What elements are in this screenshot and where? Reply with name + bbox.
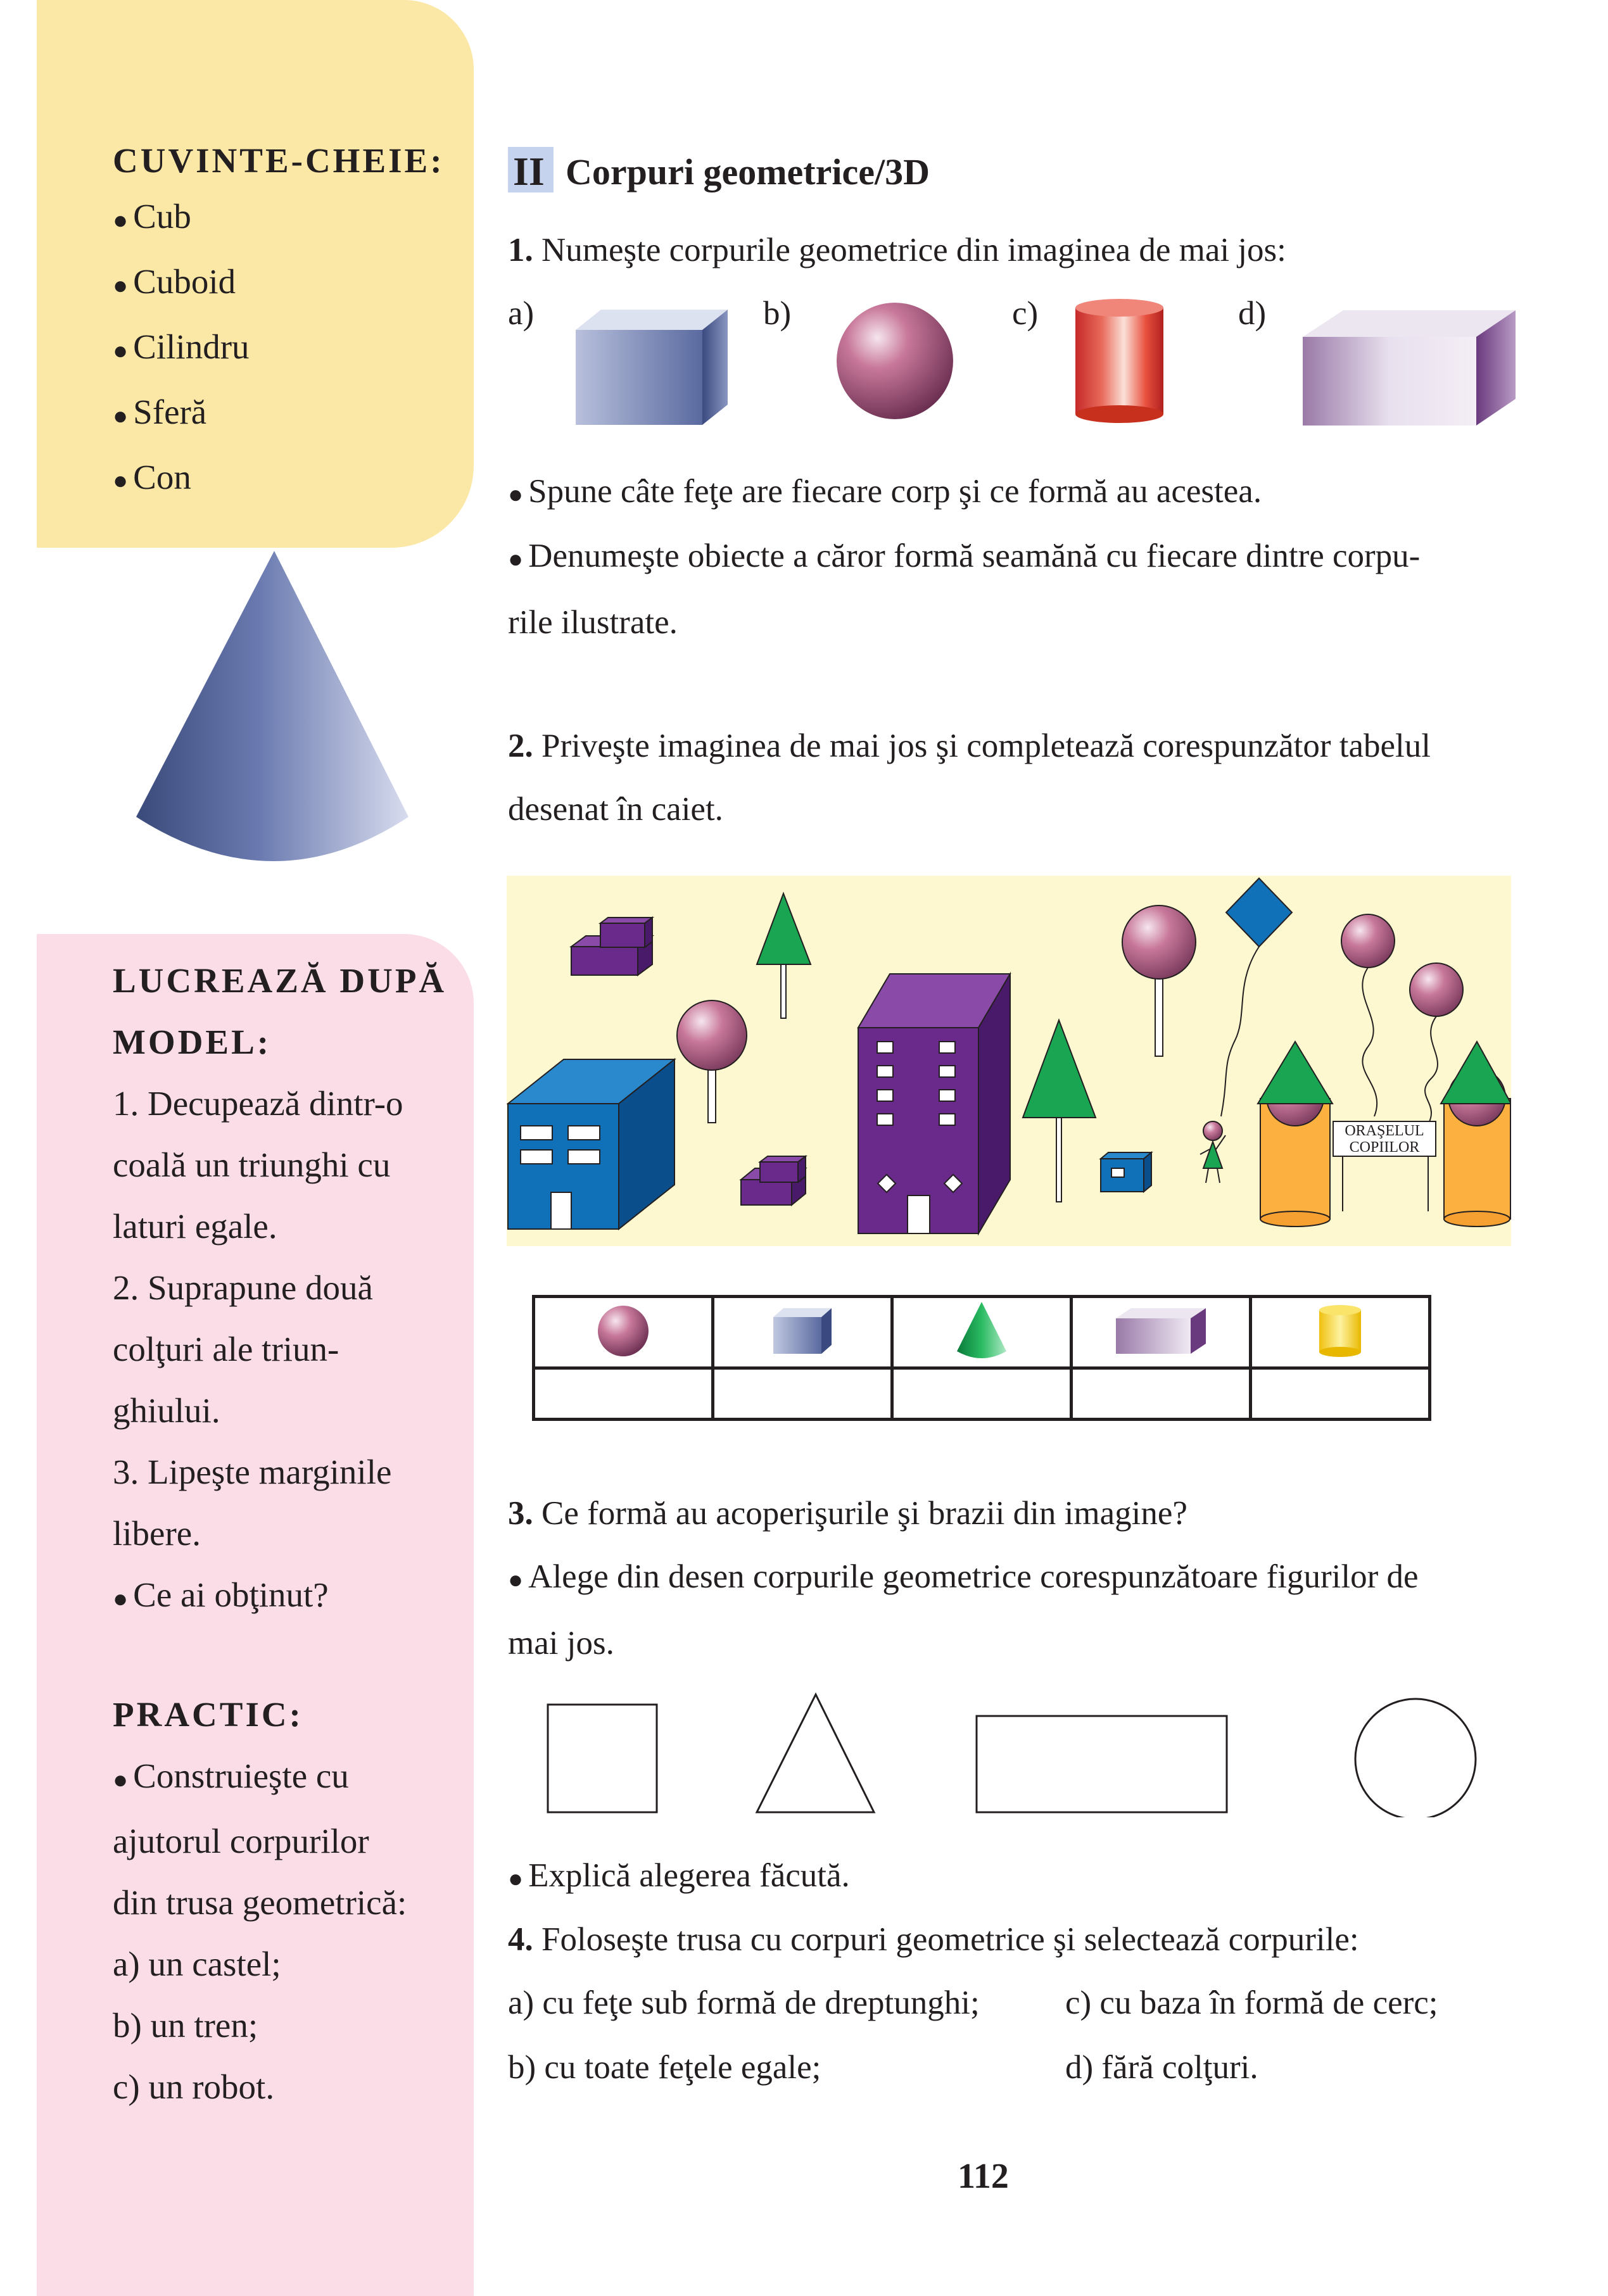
model-line: libere. [113, 1514, 201, 1553]
keyword-item: ● Con [113, 457, 191, 496]
circle-icon [1355, 1699, 1476, 1817]
cube-icon [771, 1306, 834, 1356]
city-scene [507, 876, 1511, 1246]
keyword-item: ● Cilindru [113, 327, 250, 366]
outline-shapes [545, 1691, 1482, 1817]
section-title: Corpuri geometrice/3D [566, 151, 930, 192]
keyword-item: ● Sferă [113, 392, 207, 431]
model-box [113, 950, 467, 2117]
keyword-item: ● Cuboid [113, 262, 236, 301]
table-cell [1072, 1297, 1251, 1368]
blue-box [1101, 1152, 1151, 1192]
sphere-icon [595, 1303, 652, 1359]
section-badge: II [508, 147, 554, 192]
table-row [534, 1297, 1430, 1368]
ex4-prompt: 4. Foloseşte trusa cu corpuri geometrice şi selectează corpurile: [508, 1921, 1359, 1958]
sphere-icon [835, 301, 955, 421]
model-title-2: MODEL: [113, 1023, 272, 1061]
ex4-option-b: b) cu toate feţele egale; [508, 2049, 821, 2086]
cone-icon [953, 1299, 1010, 1363]
table-cell [1251, 1297, 1430, 1368]
ex4-option-a: a) cu feţe sub formă de dreptunghi; [508, 1984, 980, 2021]
label-d: d) [1238, 295, 1267, 332]
table-cell [892, 1297, 1072, 1368]
table-cell [534, 1368, 713, 1420]
practic-line: c) un robot. [113, 2067, 275, 2106]
model-line: coală un triunghi cu [113, 1145, 391, 1184]
ex4-option-c: c) cu baza în formă de cerc; [1065, 1984, 1438, 2021]
blue-building [508, 1059, 674, 1229]
cube-icon [573, 307, 731, 427]
sign-text-2: COPIILOR [1349, 1139, 1420, 1156]
ex1-prompt: 1. Numeşte corpurile geometrice din imaginea de mai jos: [508, 232, 1286, 268]
page-number: 112 [958, 2157, 1009, 2196]
keywords-box [113, 141, 445, 511]
model-line: ghiului. [113, 1391, 220, 1430]
cuboid-icon [1113, 1306, 1208, 1356]
table-cell [892, 1368, 1072, 1420]
model-line: colţuri ale triun- [113, 1330, 339, 1368]
label-c: c) [1012, 295, 1039, 332]
practic-line: ● Construieşte cu [113, 1756, 349, 1795]
cylinder-icon [1312, 1303, 1369, 1359]
model-steps [113, 1073, 467, 1629]
practic-line: a) un castel; [113, 1944, 281, 1983]
square-icon [548, 1705, 657, 1812]
table-cell [1251, 1368, 1430, 1420]
label-b: b) [763, 295, 792, 332]
cuboid-icon [1301, 309, 1517, 429]
keyword-item: ● Cub [113, 197, 191, 236]
table-cell [1072, 1368, 1251, 1420]
practic-line: din trusa geometrică: [113, 1883, 407, 1922]
model-title: LUCREAZĂ DUPĂ [113, 961, 447, 1000]
rectangle-icon [977, 1716, 1227, 1812]
ex4-option-d: d) fără colţuri. [1065, 2049, 1258, 2086]
sign-text-1: ORAŞELUL [1345, 1123, 1424, 1139]
table-cell [534, 1297, 713, 1368]
table-cell [713, 1368, 892, 1420]
ex3-explain: ● Explică alegerea făcută. [508, 1857, 850, 1894]
table-cell [713, 1297, 892, 1368]
cylinder-icon [1073, 298, 1165, 424]
model-line: 2. Suprapune două [113, 1268, 373, 1307]
ex1-bullet-faces: ● Spune câte feţe are fiecare corp şi ce formă au acestea. [508, 473, 1262, 510]
model-question: ● Ce ai obţinut? [113, 1575, 329, 1614]
model-line: 3. Lipeşte marginile [113, 1453, 392, 1491]
model-line: 1. Decupează dintr-o [113, 1084, 403, 1123]
practic-line: ajutorul corpurilor [113, 1821, 369, 1860]
label-a: a) [508, 295, 535, 332]
purple-tower [858, 974, 1010, 1233]
practic-line: b) un tren; [113, 2005, 258, 2045]
model-line: laturi egale. [113, 1207, 277, 1246]
practic-list [113, 1745, 467, 2117]
ex3-bullet: ● Alege din desen corpurile geometrice corespunzătoare figurilor de mai jos. [508, 1558, 1419, 1662]
ex2-prompt: 2. Priveşte imaginea de mai jos şi completează corespunzător tabelul desenat în caiet. [508, 728, 1431, 828]
ex1-bullet-objects: ● Denumeşte obiecte a căror formă seamănă cu fiecare dintre corpu- rile ilustrate. [508, 538, 1421, 641]
practic-title: PRACTIC: [113, 1694, 303, 1734]
keywords-title: CUVINTE-CHEIE: [113, 141, 445, 180]
keywords-list [113, 186, 445, 511]
table-row [534, 1368, 1430, 1420]
shapes-table [532, 1295, 1431, 1421]
triangle-icon [757, 1694, 874, 1812]
ex3-prompt: 3. Ce formă au acoperişurile şi brazii din imagine? [508, 1495, 1187, 1532]
cone-icon [130, 551, 415, 867]
